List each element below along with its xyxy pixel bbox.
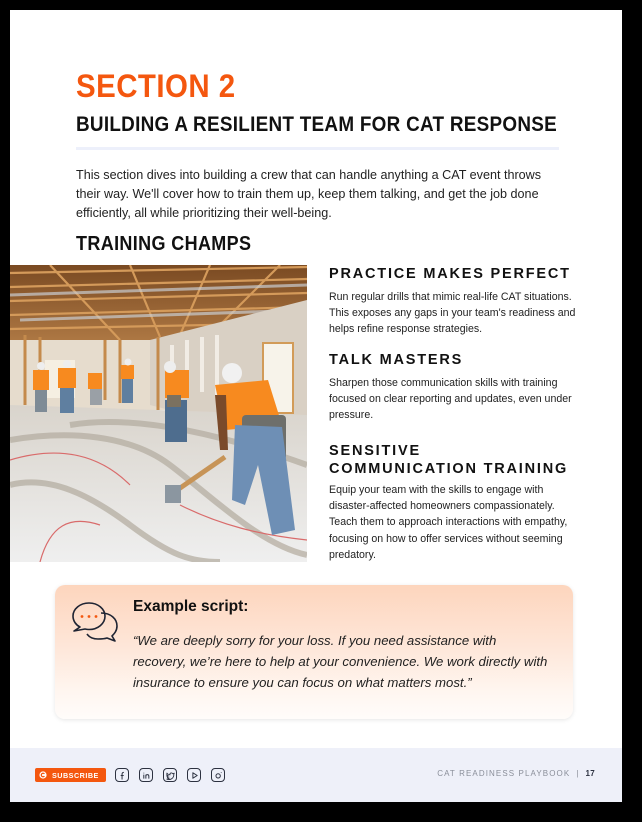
subscribe-label: SUBSCRIBE	[52, 770, 99, 780]
page-footer	[10, 748, 622, 802]
linkedin-icon[interactable]	[139, 768, 153, 782]
callout-title: Example script:	[133, 598, 249, 615]
talk-masters-section	[329, 351, 579, 424]
callout-quote: “We are deeply sorry for your loss. If you need assistance with recovery, we’re here to help at your convenience. We work directly with insurance to ensure you can focus on what matters most.”	[133, 633, 548, 690]
sensitive-communication-body: Equip your team with the skills to engage with disaster-affected homeowners compassionately. Teach them to approach interactions with empathy, focusing on how to offer services without seeming predatory.	[329, 484, 568, 561]
practice-section	[329, 265, 579, 338]
footer-separator: |	[576, 769, 580, 778]
instagram-icon[interactable]	[211, 768, 225, 782]
page-number: 17	[585, 769, 595, 778]
talk-masters-body: Sharpen those communication skills with training focused on clear reporting and updates, even under pressure.	[329, 377, 572, 422]
intro-paragraph: This section dives into building a crew that can handle anything a CAT event throws their way. We'll cover how to train them up, keep them talking, and get the job done efficiently, all while prioritizing their well-being.	[76, 168, 542, 220]
practice-body: Run regular drills that mimic real-life CAT situations. This exposes any gaps in your team's readiness and helps refine response strategies.	[329, 291, 576, 336]
publication-title: CAT READINESS PLAYBOOK	[437, 769, 571, 778]
section-title: BUILDING A RESILIENT TEAM FOR CAT RESPONSE	[76, 113, 558, 136]
practice-heading: PRACTICE MAKES PERFECT	[329, 266, 571, 282]
talk-masters-heading: TALK MASTERS	[329, 352, 464, 368]
twitter-icon[interactable]	[163, 768, 177, 782]
sensitive-communication-heading: SENSITIVE COMMUNICATION TRAINING	[329, 443, 569, 477]
sensitive-communication-section	[329, 442, 574, 563]
facebook-icon[interactable]	[115, 768, 129, 782]
youtube-icon[interactable]	[187, 768, 201, 782]
document-page	[10, 10, 622, 802]
subsection-title: TRAINING CHAMPS	[76, 233, 252, 255]
chat-bubbles-icon	[71, 601, 119, 643]
title-divider	[76, 147, 559, 150]
subscribe-button[interactable]	[35, 768, 106, 782]
example-script-callout	[55, 585, 573, 719]
section-label: SECTION 2	[76, 68, 236, 104]
construction-photo	[10, 265, 307, 562]
footer-publication	[437, 769, 595, 778]
subscribe-icon	[39, 771, 47, 779]
